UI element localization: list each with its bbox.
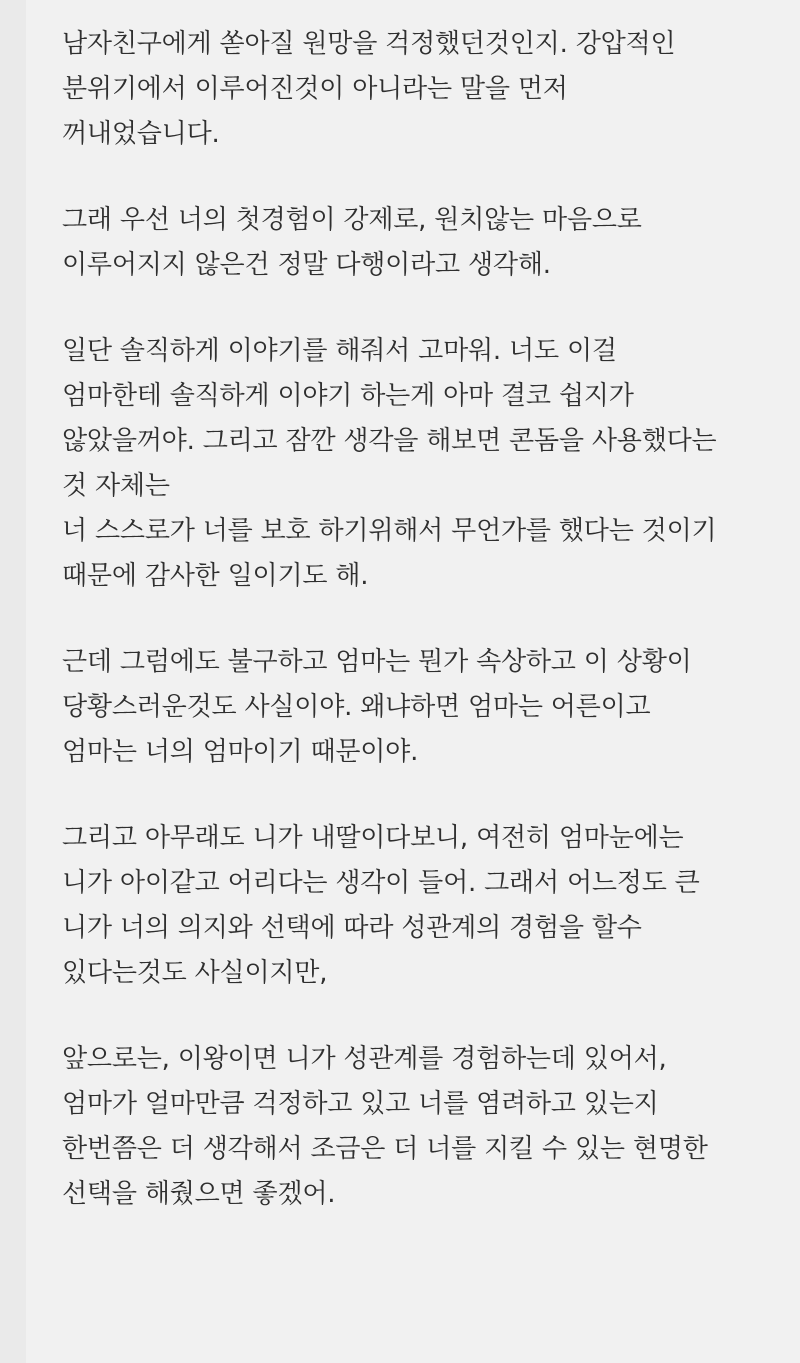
text-line: 있다는것도 사실이지만, [62,958,328,988]
text-line: 그래 우선 너의 첫경험이 강제로, 원치않는 마음으로 [62,205,642,235]
text-line: 분위기에서 이루어진것이 아니라는 말을 먼저 [62,74,568,104]
left-margin [0,0,26,1363]
text-line: 한번쯤은 더 생각해서 조금은 더 너를 지킬 수 있는 현명한 [62,1134,708,1164]
text-line: 꺼내었습니다. [62,119,220,149]
message-text [62,22,782,1217]
text-line: 일단 솔직하게 이야기를 해줘서 고마워. 너도 이걸 [62,336,617,366]
text-line: 니가 아이같고 어리다는 생각이 들어. 그래서 어느정도 큰 [62,868,700,898]
text-line: 엄마는 너의 엄마이기 때문이야. [62,737,419,767]
text-line: 당황스러운것도 사실이야. 왜냐하면 엄마는 어른이고 [62,692,651,722]
paragraph-6 [62,1037,782,1217]
paragraph-1 [62,22,782,157]
text-line: 근데 그럼에도 불구하고 엄마는 뭔가 속상하고 이 상황이 [62,647,692,677]
paragraph-5 [62,816,782,996]
text-line: 엄마한테 솔직하게 이야기 하는게 아마 결코 쉽지가 [62,381,634,411]
text-line: 니가 너의 의지와 선택에 따라 성관계의 경험을 할수 [62,913,642,943]
paragraph-3 [62,329,782,599]
text-line: 그리고 아무래도 니가 내딸이다보니, 여전히 엄마눈에는 [62,823,684,853]
text-line: 이루어지지 않은건 정말 다행이라고 생각해. [62,250,551,280]
text-line: 엄마가 얼마만큼 걱정하고 있고 너를 염려하고 있는지 [62,1089,659,1119]
text-line: 것 자체는 [62,471,170,501]
text-line: 너 스스로가 너를 보호 하기위해서 무언가를 했다는 것이기 [62,516,717,546]
text-line: 앞으로는, 이왕이면 니가 성관계를 경험하는데 있어서, [62,1044,667,1074]
text-line: 선택을 해줬으면 좋겠어. [62,1179,336,1209]
text-line: 남자친구에게 쏟아질 원망을 걱정했던것인지. 강압적인 [62,29,676,59]
text-line: 않았을꺼야. 그리고 잠깐 생각을 해보면 콘돔을 사용했다는 [62,426,717,456]
text-line: 때문에 감사한 일이기도 해. [62,561,369,591]
paragraph-4 [62,640,782,775]
paragraph-2 [62,198,782,288]
